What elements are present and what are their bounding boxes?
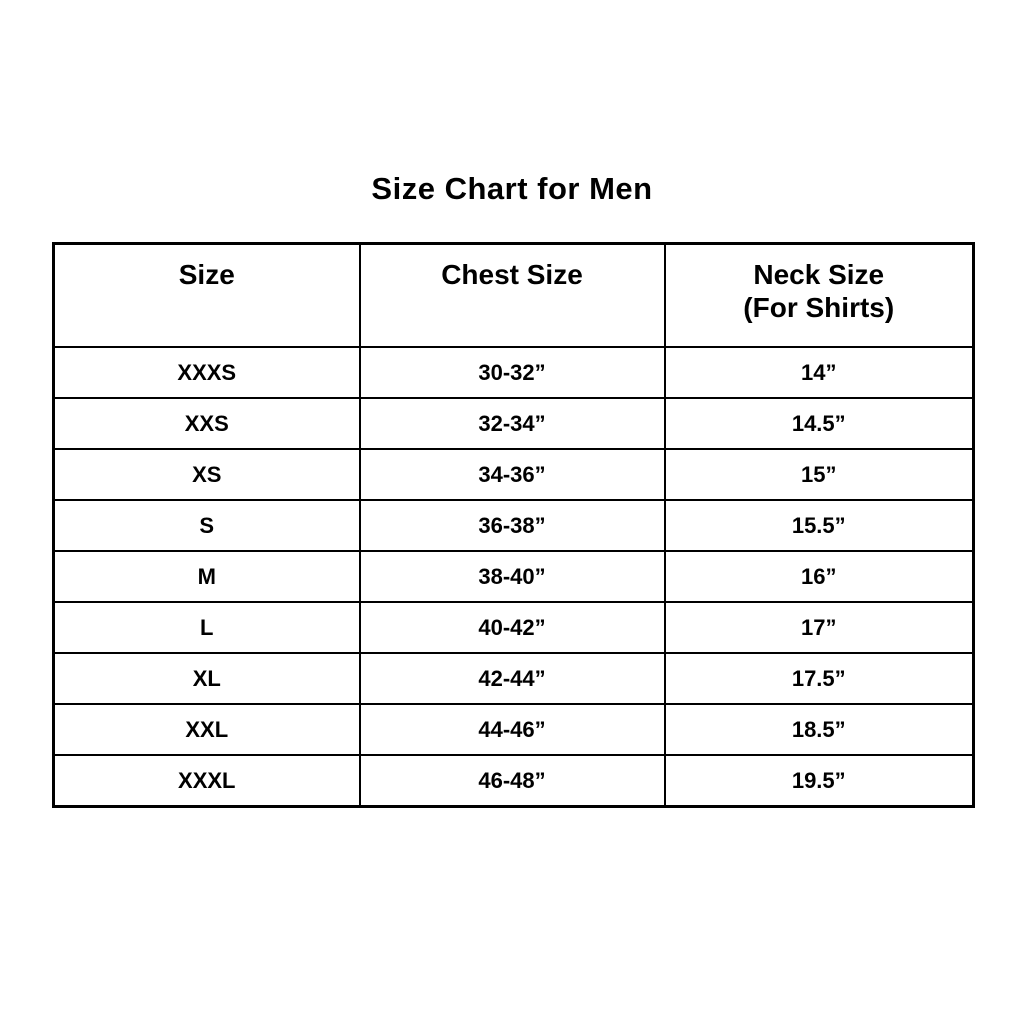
neck-size-cell: 19.5”	[665, 755, 974, 807]
size-cell: XXS	[54, 398, 360, 449]
header-row	[54, 244, 974, 348]
chest-size-cell: 30-32”	[360, 347, 665, 398]
neck-size-cell: 15”	[665, 449, 974, 500]
size-cell: XXL	[54, 704, 360, 755]
table-row	[54, 449, 974, 500]
chest-size-cell: 32-34”	[360, 398, 665, 449]
size-cell: L	[54, 602, 360, 653]
size-cell: S	[54, 500, 360, 551]
chest-size-cell: 42-44”	[360, 653, 665, 704]
neck-size-header-sublabel: (For Shirts)	[743, 292, 895, 324]
page-title: Size Chart for Men	[371, 171, 653, 206]
chest-size-cell: 44-46”	[360, 704, 665, 755]
chest-size-cell: 34-36”	[360, 449, 665, 500]
neck-size-cell: 15.5”	[665, 500, 974, 551]
table-row	[54, 398, 974, 449]
column-header-size: Size	[54, 244, 360, 348]
neck-size-cell: 18.5”	[665, 704, 974, 755]
neck-size-cell: 14”	[665, 347, 974, 398]
size-cell: M	[54, 551, 360, 602]
table-row	[54, 500, 974, 551]
neck-size-cell: 17”	[665, 602, 974, 653]
neck-size-cell: 16”	[665, 551, 974, 602]
chest-size-cell: 40-42”	[360, 602, 665, 653]
neck-size-header-label: Neck Size	[753, 259, 885, 290]
table-row	[54, 602, 974, 653]
column-header-chest-size: Chest Size	[360, 244, 665, 348]
size-cell: XL	[54, 653, 360, 704]
chest-size-cell: 36-38”	[360, 500, 665, 551]
table-row	[54, 347, 974, 398]
neck-size-cell: 14.5”	[665, 398, 974, 449]
column-header-neck-size	[665, 244, 974, 348]
table-row	[54, 755, 974, 807]
table-row	[54, 551, 974, 602]
table-row	[54, 704, 974, 755]
neck-size-cell: 17.5”	[665, 653, 974, 704]
size-cell: XS	[54, 449, 360, 500]
size-cell: XXXS	[54, 347, 360, 398]
table-row	[54, 653, 974, 704]
chest-size-cell: 46-48”	[360, 755, 665, 807]
size-cell: XXXL	[54, 755, 360, 807]
chest-size-cell: 38-40”	[360, 551, 665, 602]
size-chart-table	[52, 242, 975, 808]
